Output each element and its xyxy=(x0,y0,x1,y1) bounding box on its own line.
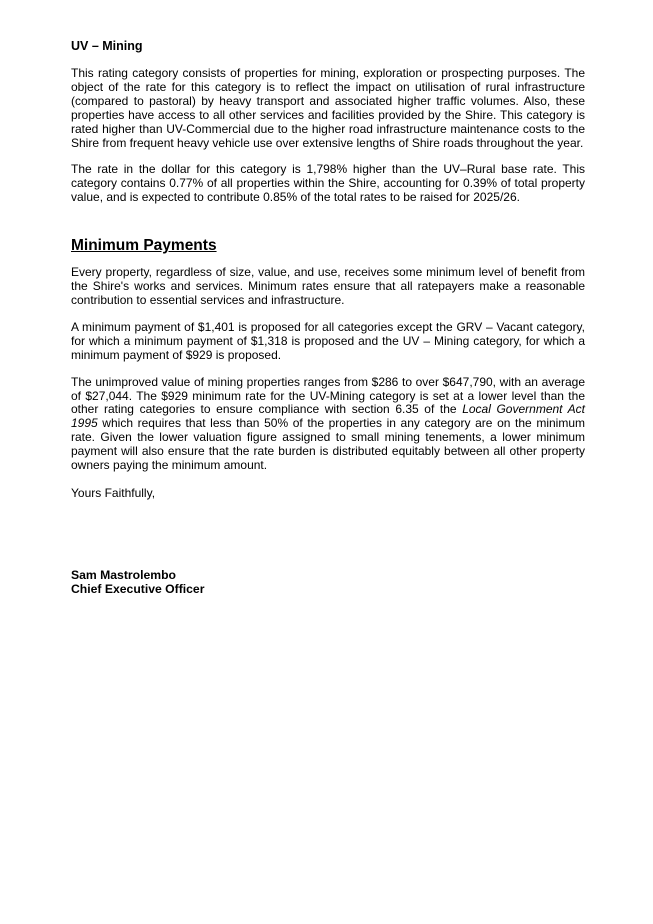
signatory-name: Sam Mastrolembo xyxy=(71,567,176,582)
minimum-payments-heading: Minimum Payments xyxy=(71,237,217,255)
paragraph-3-text-end: which requires that less than 50% of the properties in any category are on the minimum rate. Given the lower valuation figure assigned to small mining tenements, a lower minimum payment will also ensure that the rate burden is distributed equitably between all other property owners paying the minimum amount. xyxy=(71,416,585,473)
signoff: Yours Faithfully, xyxy=(71,485,156,500)
signature-block xyxy=(71,568,585,597)
paragraph-3-text-start: The unimproved value of mining properties ranges from $286 to over $647,790, with an average of $27,044. The $929 minimum rate for the UV-Mining category is set at a lower level than the other rating categories to ensure compliance with section 6.35 of the xyxy=(71,374,585,417)
signatory-title: Chief Executive Officer xyxy=(71,582,205,597)
minimum-payments-paragraph-3 xyxy=(71,376,585,473)
uv-mining-paragraph-2: The rate in the dollar for this category is 1,798% higher than the UV–Rural base rate. This category contains 0.77% of all properties within the Shire, accounting for 0.39% of total property value, and is expected to contribute 0.85% of the total rates to be raised for 2025/26. xyxy=(71,162,585,205)
act-title: Local Government Act 1995 xyxy=(71,402,586,431)
uv-mining-paragraph-1: This rating category consists of properties for mining, exploration or prospecting purposes. The object of the rate for this category is to reflect the impact on utilisation of rural infrastructure (compared to pastoral) by heavy transport and associated higher traffic volumes. Also, these properties have access to all other services and facilities provided by the Shire. This category is rated higher than UV-Commercial due to the higher road infrastructure maintenance costs to the Shire from frequent heavy vehicle use over extensive lengths of Shire roads throughout the year. xyxy=(71,66,585,150)
letter-page xyxy=(71,38,585,597)
uv-mining-heading: UV – Mining xyxy=(71,39,143,53)
minimum-payments-paragraph-2: A minimum payment of $1,401 is proposed for all categories except the GRV – Vacant category, for which a minimum payment of $1,318 is proposed and the UV – Mining category, for which a minimum payment of $929 is proposed. xyxy=(71,319,585,362)
minimum-payments-paragraph-1: Every property, regardless of size, value, and use, receives some minimum level of benefit from the Shire's works and services. Minimum rates ensure that all ratepayers make a reasonable contribution to essential services and infrastructure. xyxy=(71,265,585,307)
